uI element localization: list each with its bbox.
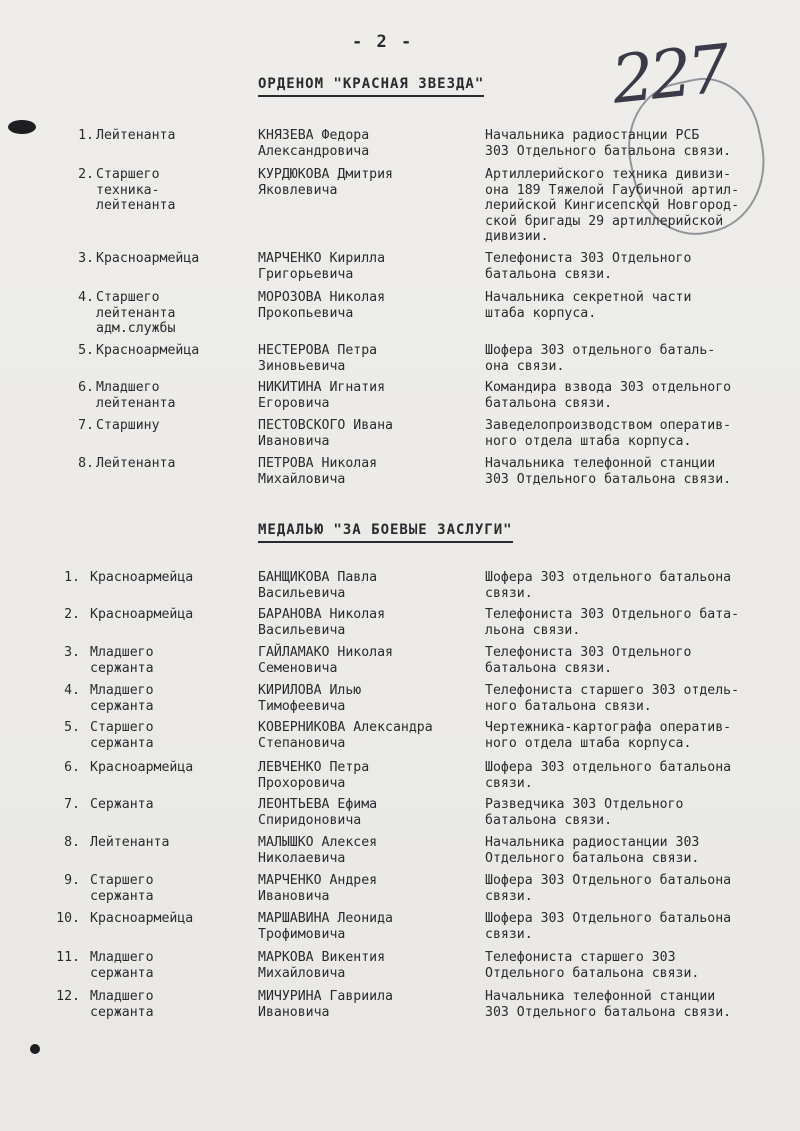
ink-blot (8, 120, 36, 134)
position-cell: Заведелопроизводством оператив- ного отдела штаба корпуса. (485, 418, 732, 449)
rank-cell: Лейтенанта (96, 456, 176, 471)
row-number: 4. (64, 683, 80, 698)
rank-cell: Старшего техника- лейтенанта (96, 167, 176, 213)
rank-cell: Младшего сержанта (90, 645, 154, 676)
position-cell: Командира взвода 303 отдельного батальона связи. (485, 380, 732, 411)
rank-cell: Младшего сержанта (90, 950, 154, 981)
name-cell: НИКИТИНА Игнатия Егоровича (258, 380, 386, 411)
rank-cell: Младшего лейтенанта (96, 380, 176, 411)
position-cell: Шофера 303 отдельного баталь- она связи. (485, 343, 716, 374)
name-cell: ПЕТРОВА Николая Михайловича (258, 456, 378, 487)
name-cell: КИРИЛОВА Илью Тимофеевича (258, 683, 362, 714)
section2-title (258, 522, 513, 543)
row-number: 7. (78, 418, 94, 433)
row-number: 1. (78, 128, 94, 143)
row-number: 12. (56, 989, 80, 1004)
position-cell: Чертежника-картографа оператив- ного отдела штаба корпуса. (485, 720, 732, 751)
name-cell: КНЯЗЕВА Федора Александровича (258, 128, 370, 159)
rank-cell: Старшего сержанта (90, 720, 154, 751)
row-number: 10. (56, 911, 80, 926)
name-cell: МАРШАВИНА Леонида Трофимовича (258, 911, 393, 942)
position-cell: Шофера 303 Отдельного батальона связи. (485, 911, 732, 942)
ink-blot (30, 1044, 40, 1054)
row-number: 2. (78, 167, 94, 182)
page-number: - 2 - (352, 32, 414, 52)
name-cell: КУРДЮКОВА Дмитрия Яковлевича (258, 167, 393, 198)
rank-cell: Красноармейца (90, 760, 194, 775)
rank-cell: Младшего сержанта (90, 683, 154, 714)
position-cell: Телефониста 303 Отдельного бата- льона связи. (485, 607, 740, 638)
row-number: 9. (64, 873, 80, 888)
rank-cell: Лейтенанта (90, 835, 170, 850)
name-cell: МАЛЫШКО Алексея Николаевича (258, 835, 378, 866)
name-cell: ПЕСТОВСКОГО Ивана Ивановича (258, 418, 393, 449)
handwritten-number: 227 (608, 30, 730, 119)
position-cell: Артиллерийского техника дивизи- она 189 Тяжелой Гаубичной артил- лерийской Кингисепской Новгород- ской бригады 29 артиллерийской дивизии. (485, 167, 740, 244)
section1-title (258, 76, 484, 97)
position-cell: Начальника радиостанции РСБ 303 Отдельного батальона связи. (485, 128, 732, 159)
name-cell: НЕСТЕРОВА Петра Зиновьевича (258, 343, 378, 374)
section2-title-text: МЕДАЛЬЮ "ЗА БОЕВЫЕ ЗАСЛУГИ" (258, 522, 513, 538)
position-cell: Начальника телефонной станции 303 Отдельного батальона связи. (485, 456, 732, 487)
row-number: 6. (78, 380, 94, 395)
position-cell: Шофера 303 отдельного батальона связи. (485, 760, 732, 791)
rank-cell: Лейтенанта (96, 128, 176, 143)
name-cell: МАРКОВА Викентия Михайловича (258, 950, 386, 981)
name-cell: МИЧУРИНА Гавриила Ивановича (258, 989, 393, 1020)
row-number: 8. (64, 835, 80, 850)
row-number: 8. (78, 456, 94, 471)
position-cell: Начальника секретной части штаба корпуса. (485, 290, 692, 321)
rank-cell: Младшего сержанта (90, 989, 154, 1020)
name-cell: ЛЕВЧЕНКО Петра Прохоровича (258, 760, 370, 791)
rank-cell: Красноармейца (90, 607, 194, 622)
name-cell: МАРЧЕНКО Андрея Ивановича (258, 873, 378, 904)
section1-title-text: ОРДЕНОМ "КРАСНАЯ ЗВЕЗДА" (258, 76, 485, 92)
row-number: 11. (56, 950, 80, 965)
row-number: 1. (64, 570, 80, 585)
section1-title-underline (258, 95, 484, 97)
name-cell: БАНЩИКОВА Павла Васильевича (258, 570, 378, 601)
row-number: 3. (64, 645, 80, 660)
name-cell: МОРОЗОВА Николая Прокопьевича (258, 290, 386, 321)
rank-cell: Сержанта (90, 797, 154, 812)
section2-title-underline (258, 541, 513, 543)
position-cell: Начальника телефонной станции 303 Отдельного батальона связи. (485, 989, 732, 1020)
name-cell: МАРЧЕНКО Кирилла Григорьевича (258, 251, 386, 282)
position-cell: Начальника радиостанции 303 Отдельного батальона связи. (485, 835, 700, 866)
name-cell: КОВЕРНИКОВА Александра Степановича (258, 720, 433, 751)
row-number: 5. (78, 343, 94, 358)
position-cell: Телефониста 303 Отдельного батальона связи. (485, 251, 692, 282)
rank-cell: Старшину (96, 418, 160, 433)
position-cell: Шофера 303 Отдельного батальона связи. (485, 873, 732, 904)
rank-cell: Красноармейца (90, 570, 194, 585)
rank-cell: Старшего сержанта (90, 873, 154, 904)
position-cell: Телефониста старшего 303 отдель- ного батальона связи. (485, 683, 740, 714)
rank-cell: Красноармейца (96, 251, 200, 266)
row-number: 4. (78, 290, 94, 305)
position-cell: Шофера 303 отдельного батальона связи. (485, 570, 732, 601)
rank-cell: Красноармейца (90, 911, 194, 926)
rank-cell: Красноармейца (96, 343, 200, 358)
row-number: 7. (64, 797, 80, 812)
row-number: 6. (64, 760, 80, 775)
name-cell: БАРАНОВА Николая Васильевича (258, 607, 386, 638)
name-cell: ГАЙЛАМАКО Николая Семеновича (258, 645, 393, 676)
position-cell: Телефониста старшего 303 Отдельного батальона связи. (485, 950, 700, 981)
row-number: 2. (64, 607, 80, 622)
row-number: 5. (64, 720, 80, 735)
position-cell: Разведчика 303 Отдельного батальона связи. (485, 797, 684, 828)
rank-cell: Старшего лейтенанта адм.службы (96, 290, 176, 336)
position-cell: Телефониста 303 Отдельного батальона связи. (485, 645, 692, 676)
row-number: 3. (78, 251, 94, 266)
name-cell: ЛЕОНТЬЕВА Ефима Спиридоновича (258, 797, 378, 828)
